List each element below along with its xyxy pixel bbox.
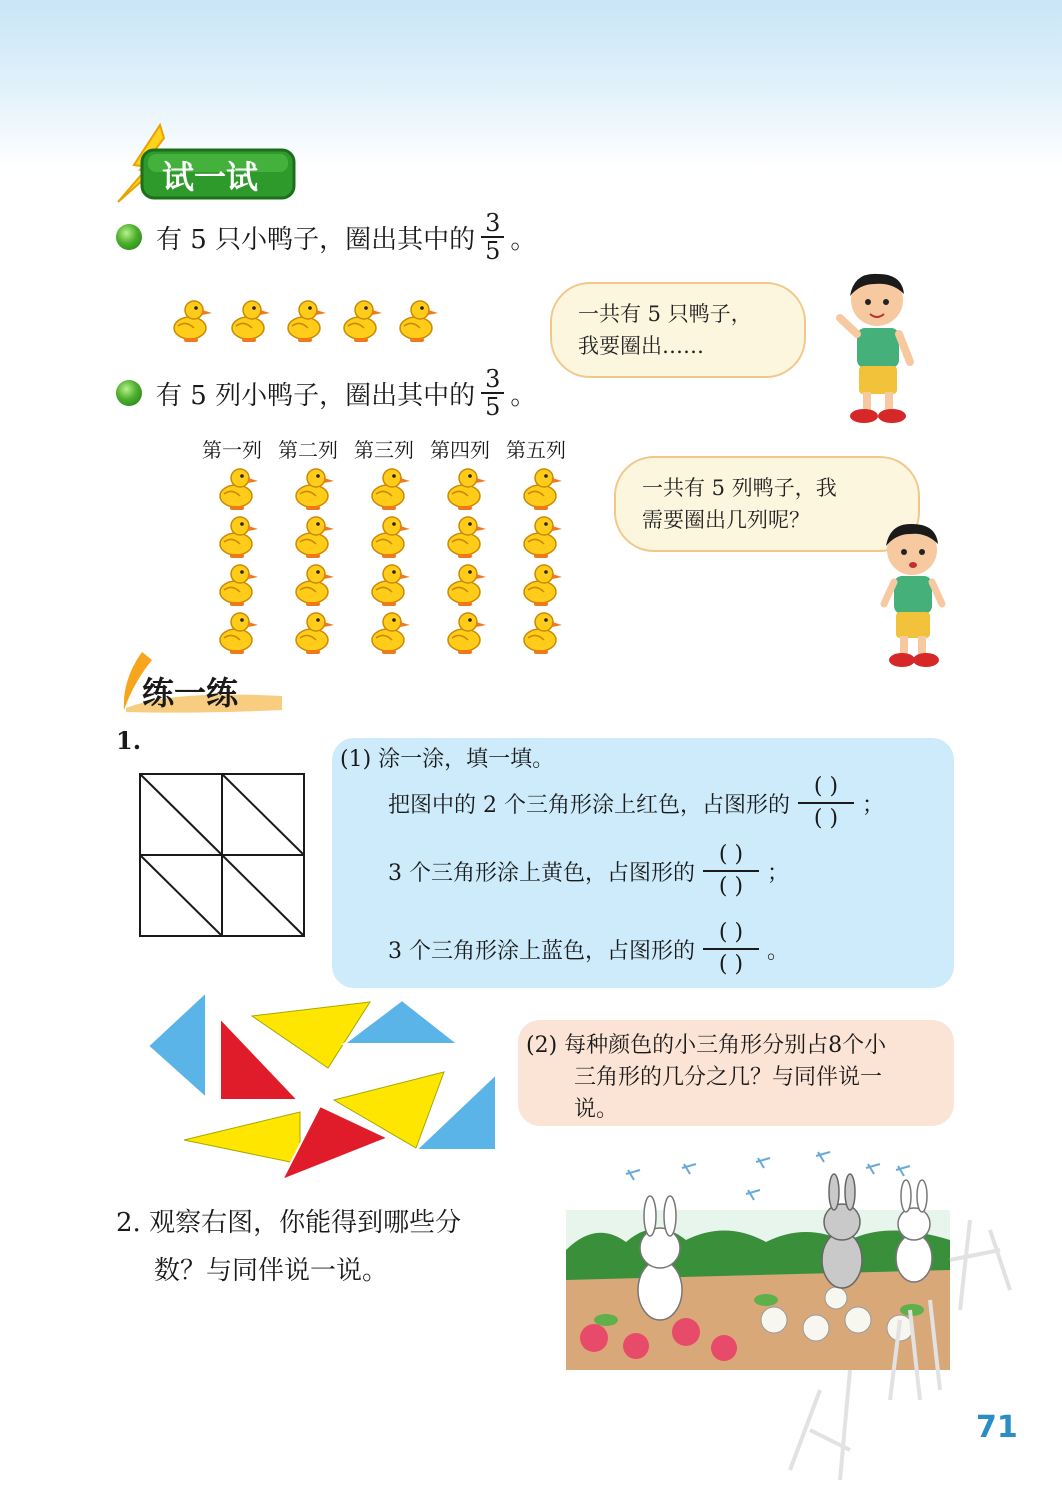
page-number: 71: [976, 1410, 1018, 1445]
part-2-line-2: 三角形的几分之几？与同伴说一: [574, 1065, 883, 1090]
question-2-text: 有 5 列小鸭子，圈出其中的: [156, 380, 476, 411]
red-fill-line: 把图中的 2 个三角形涂上红色，占图形的 ( ) ( ) ；: [388, 772, 884, 834]
practice-title: 练一练: [142, 674, 239, 712]
duck-icon: [448, 517, 486, 558]
duck-icon: [296, 613, 334, 654]
duck-icon: [448, 565, 486, 606]
bubble-1-line-1: 一共有 5 只鸭子，: [578, 302, 752, 326]
duck-grid: [210, 464, 570, 664]
duck-icon: [344, 301, 382, 342]
duck-icon: [220, 469, 258, 510]
duck-icon: [220, 613, 258, 654]
exercise-2-line-2: 数？与同伴说一说。: [154, 1256, 389, 1286]
duck-icon: [220, 565, 258, 606]
fraction-blank[interactable]: ( ) ( ): [798, 772, 854, 834]
bullet-icon: [116, 380, 142, 406]
duck-icon: [448, 469, 486, 510]
duck-icon: [220, 517, 258, 558]
duck-icon: [524, 517, 562, 558]
fraction-3-5: [481, 366, 504, 420]
part-2-line-3: 说。: [574, 1097, 619, 1122]
duck-icon: [372, 565, 410, 606]
blue-fill-line: 3 个三角形涂上蓝色，占图形的 ( ) ( ) 。: [388, 918, 789, 980]
yellow-fill-text: 3 个三角形涂上黄色，占图形的: [388, 860, 695, 886]
duck-icon: [372, 517, 410, 558]
column-header-2: 第二列: [278, 438, 338, 462]
duck-icon: [296, 517, 334, 558]
red-fill-text: 把图中的 2 个三角形涂上红色，占图形的: [388, 792, 790, 818]
bubble-2-line-2: 需要圈出几列呢？: [642, 508, 810, 532]
duck-row: [168, 296, 448, 346]
yellow-triangle: [184, 1112, 300, 1164]
question-1-end: 。: [510, 224, 537, 255]
boy-pointing-illustration: [832, 270, 922, 426]
bubble-2-line-1: 一共有 5 列鸭子，我: [642, 476, 837, 500]
question-2-end: 。: [510, 380, 537, 411]
duck-icon: [372, 613, 410, 654]
fraction-blank[interactable]: ( ) ( ): [703, 840, 759, 902]
square-8-triangles-figure: [138, 772, 306, 938]
exercise-2-line-1: 2. 观察右图，你能得到哪些分: [116, 1208, 462, 1238]
bullet-icon: [116, 224, 142, 250]
duck-icon: [400, 301, 438, 342]
fraction-numerator: 3: [481, 210, 504, 238]
bubble-1-line-2: 我要圈出……: [578, 334, 704, 358]
yellow-fill-line: 3 个三角形涂上黄色，占图形的 ( ) ( ) ；: [388, 840, 789, 902]
blue-fill-text: 3 个三角形涂上蓝色，占图形的: [388, 938, 695, 964]
duck-icon: [524, 469, 562, 510]
part-2-line-1: (2) 每种颜色的小三角形分别占8个小: [526, 1033, 887, 1058]
duck-icon: [232, 301, 270, 342]
column-header-5: 第五列: [506, 438, 566, 462]
column-header-3: 第三列: [354, 438, 414, 462]
duck-icon: [296, 469, 334, 510]
fraction-denominator: 5: [485, 237, 501, 265]
question-1-text: 有 5 只小鸭子，圈出其中的: [156, 224, 476, 255]
fraction-numerator: 3: [481, 366, 504, 394]
fraction-denominator: 5: [485, 393, 501, 421]
exercise-1-number: 1.: [116, 726, 142, 755]
blue-triangle: [148, 992, 206, 1098]
duck-icon: [296, 565, 334, 606]
part-1-title: (1) 涂一涂，填一填。: [340, 747, 555, 772]
colored-triangles-figure: [144, 988, 504, 1186]
question-1: [116, 210, 536, 264]
duck-icon: [448, 613, 486, 654]
boy-standing-illustration: [872, 520, 952, 670]
duck-icon: [288, 301, 326, 342]
try-title: 试一试: [162, 158, 259, 196]
watermark-logo: [760, 1200, 1020, 1490]
try-header: [112, 120, 302, 205]
speech-bubble-1: [550, 282, 806, 378]
duck-icon: [174, 301, 212, 342]
duck-icon: [524, 565, 562, 606]
fraction-3-5: [481, 210, 504, 264]
question-2: [116, 366, 536, 420]
fraction-blank[interactable]: ( ) ( ): [703, 918, 759, 980]
column-header-1: 第一列: [202, 438, 262, 462]
duck-icon: [524, 613, 562, 654]
yellow-triangle: [252, 1002, 370, 1068]
column-header-4: 第四列: [430, 438, 490, 462]
practice-header: [112, 650, 292, 716]
duck-icon: [372, 469, 410, 510]
